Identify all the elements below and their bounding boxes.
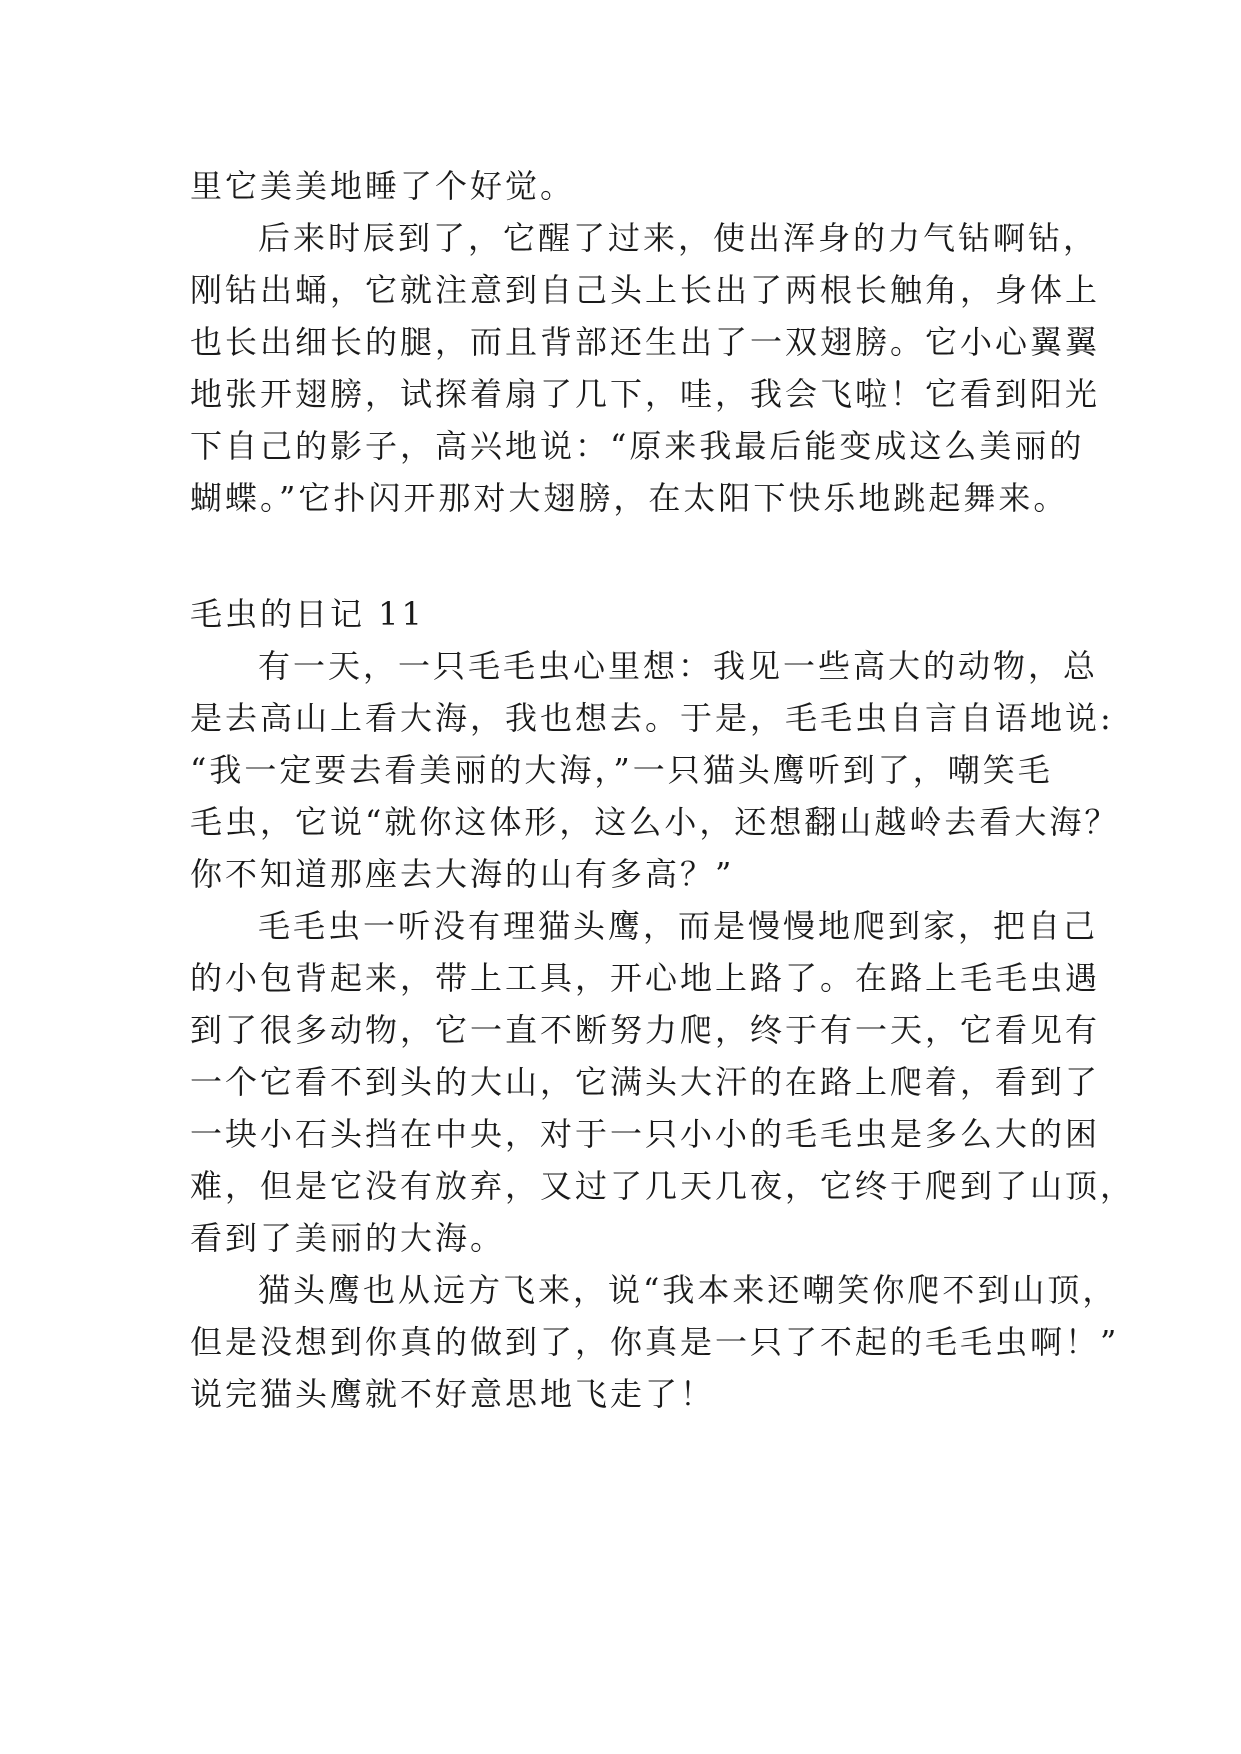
paragraph-line: “我一定要去看美丽的大海，”一只猫头鹰听到了，嘲笑毛 xyxy=(190,751,1053,789)
paragraph-line: 难，但是它没有放弃，又过了几天几夜，它终于爬到了山顶， xyxy=(190,1167,1136,1205)
story-part-1 xyxy=(190,167,1101,532)
paragraph-line: 一个它看不到头的大山，它满头大汗的在路上爬着，看到了 xyxy=(190,1063,1101,1101)
paragraph-line: 有一天，一只毛毛虫心里想：我见一些高大的动物，总 xyxy=(258,647,1099,685)
paragraph-line: 毛虫，它说“就你这体形，这么小，还想翻山越岭去看大海？ xyxy=(190,803,1120,841)
paragraph-line: 你不知道那座去大海的山有多高？” xyxy=(190,855,735,893)
paragraph-line: 但是没想到你真的做到了，你真是一只了不起的毛毛虫啊！” xyxy=(190,1323,1120,1361)
paragraph-line: 毛毛虫一听没有理猫头鹰，而是慢慢地爬到家，把自己 xyxy=(258,907,1099,945)
paragraph-line: 地张开翅膀，试探着扇了几下，哇，我会飞啦！它看到阳光 xyxy=(190,375,1101,413)
paragraph-line: 下自己的影子，高兴地说：“原来我最后能变成这么美丽的 xyxy=(190,427,1085,465)
paragraph-line: 说完猫头鹰就不好意思地飞走了！ xyxy=(190,1375,716,1413)
paragraph-line: 看到了美丽的大海。 xyxy=(190,1219,506,1257)
paragraph-line: 蝴蝶。”它扑闪开那对大翅膀，在太阳下快乐地跳起舞来。 xyxy=(190,479,1069,517)
paragraph-line: 的小包背起来，带上工具，开心地上路了。在路上毛毛虫遇 xyxy=(190,959,1101,997)
paragraph-line: 里它美美地睡了个好觉。 xyxy=(190,167,576,205)
paragraph-line: 后来时辰到了，它醒了过来，使出浑身的力气钻啊钻， xyxy=(258,219,1099,257)
paragraph-line: 是去高山上看大海，我也想去。于是，毛毛虫自言自语地说: xyxy=(190,699,1114,737)
story-part-2 xyxy=(190,595,1136,1428)
paragraph-line: 刚钻出蛹，它就注意到自己头上长出了两根长触角，身体上 xyxy=(190,271,1101,309)
paragraph-line: 一块小石头挡在中央，对于一只小小的毛毛虫是多么大的困 xyxy=(190,1115,1101,1153)
paragraph-line: 猫头鹰也从远方飞来，说“我本来还嘲笑你爬不到山顶， xyxy=(258,1271,1118,1309)
paragraph-line: 也长出细长的腿，而且背部还生出了一双翅膀。它小心翼翼 xyxy=(190,323,1101,361)
section-heading: 毛虫的日记 11 xyxy=(190,595,425,633)
paragraph-line: 到了很多动物，它一直不断努力爬，终于有一天，它看见有 xyxy=(190,1011,1101,1049)
